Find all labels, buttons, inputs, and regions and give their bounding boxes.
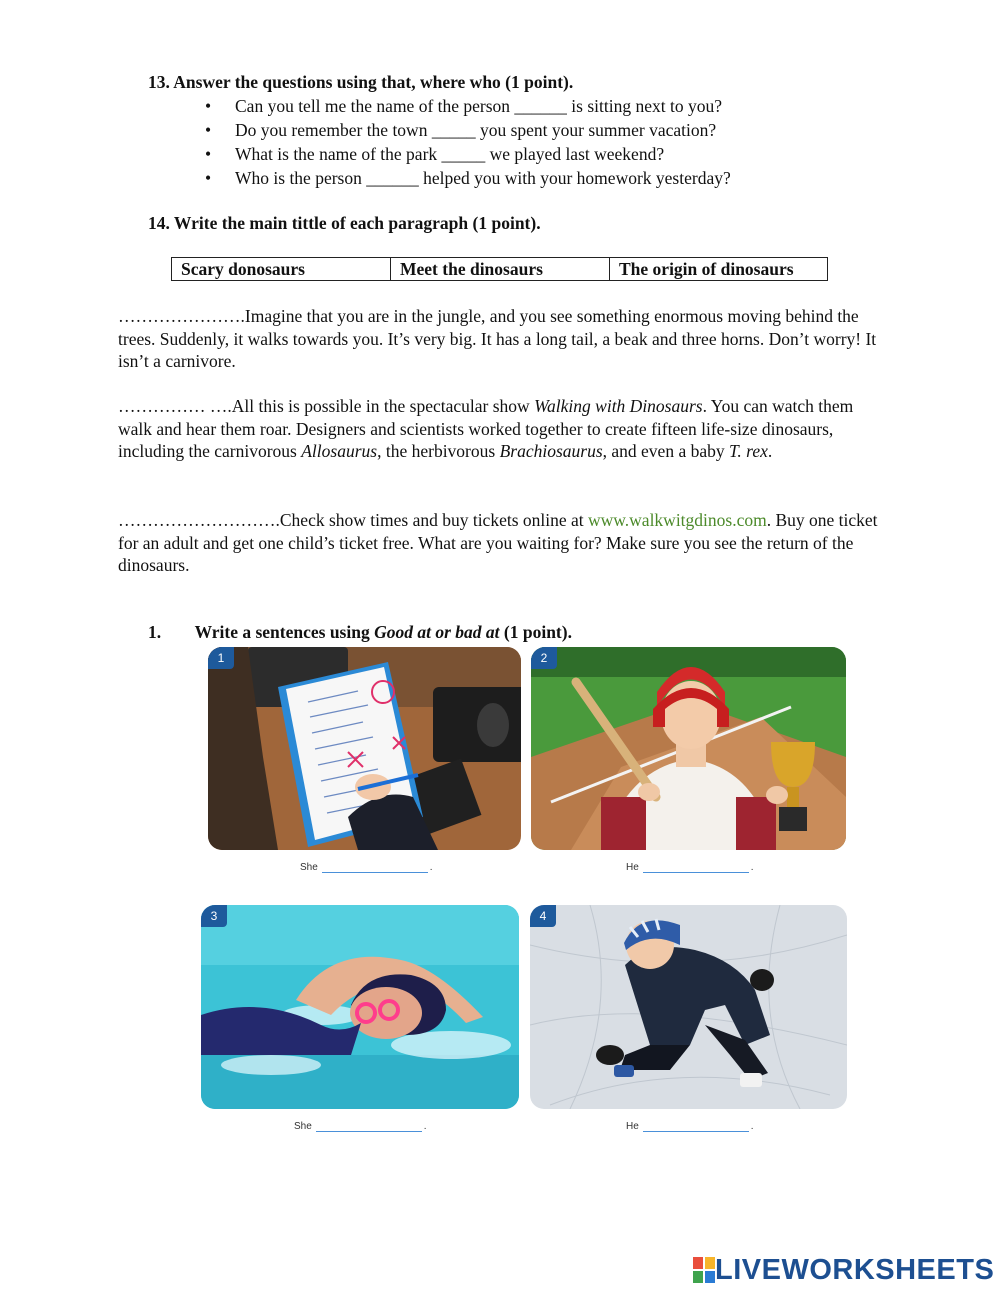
dinosaur-name-2: Brachiosaurus <box>499 441 603 461</box>
answer-3-subject: She <box>294 1121 312 1132</box>
swimming-image <box>201 905 519 1109</box>
paragraph-1 <box>118 305 888 373</box>
question-13-list <box>205 94 731 190</box>
answer-2-subject: He <box>626 862 639 873</box>
liveworksheets-logo[interactable] <box>693 1254 994 1286</box>
table-row <box>172 258 828 281</box>
paragraph-1-text: Imagine that you are in the jungle, and you see something enormous moving behind the trees. Suddenly, it walks towards you. It’s very big. It has a long tail, a beak and three horns. Don’t worry! It isn’t a carnivore. <box>118 306 877 371</box>
answer-row-3 <box>294 1117 427 1132</box>
paragraph-2-text-c: , the herbivorous <box>377 441 500 461</box>
list-item <box>205 166 731 190</box>
answer-row-2 <box>626 858 754 873</box>
picture-2-number: 2 <box>531 647 557 669</box>
tickets-link[interactable]: www.walkwitgdinos.com <box>588 510 767 530</box>
math-test-image <box>208 647 521 850</box>
picture-3-swimming <box>201 905 519 1109</box>
dinosaur-name-3: T. rex <box>728 441 768 461</box>
bullet-icon: • <box>205 96 212 116</box>
answer-3-end: . <box>423 1121 427 1132</box>
liveworksheets-logo-icon <box>693 1257 715 1283</box>
answer-2-end: . <box>750 862 754 873</box>
question-1-emphasis: Good at or bad at <box>374 622 500 642</box>
title-option-2: Meet the dinosaurs <box>391 258 610 281</box>
title-options-table <box>171 257 828 281</box>
paragraph-1-blank[interactable]: …………………. <box>118 306 245 326</box>
paragraph-3-blank[interactable]: ………………………. <box>118 510 280 530</box>
answer-1-subject: She <box>300 862 318 873</box>
bullet-icon: • <box>205 120 212 140</box>
answer-3-input[interactable] <box>316 1117 422 1132</box>
list-item <box>205 118 731 142</box>
bullet-icon: • <box>205 144 212 164</box>
picture-4-number: 4 <box>530 905 556 927</box>
title-option-1: Scary donosaurs <box>172 258 391 281</box>
answer-4-input[interactable] <box>643 1117 749 1132</box>
answer-1-end: . <box>429 862 433 873</box>
answer-2-input[interactable] <box>643 858 749 873</box>
paragraph-3 <box>118 509 888 577</box>
paragraph-3-text-b: . Buy one ticket for an adult and get one child’s ticket free. What are you waiting for? Make sure you see the return of the dinosaurs. <box>118 510 878 575</box>
baseball-image <box>531 647 846 850</box>
ice-skating-image <box>530 905 847 1109</box>
question-1-number: 1. <box>148 622 162 642</box>
bullet-icon: • <box>205 168 212 188</box>
question-13-item-4: Who is the person ______ helped you with your homework yesterday? <box>235 168 731 188</box>
question-1-heading <box>148 622 572 643</box>
liveworksheets-brand: LIVEWORKSHEETS <box>715 1253 995 1286</box>
answer-row-4 <box>626 1117 754 1132</box>
picture-4-ice-skating <box>530 905 847 1109</box>
paragraph-2 <box>118 395 888 463</box>
question-13-item-1: Can you tell me the name of the person ______ is sitting next to you? <box>235 96 723 116</box>
question-13-item-2: Do you remember the town _____ you spent your summer vacation? <box>235 120 717 140</box>
show-name: Walking with Dinosaurs <box>534 396 703 416</box>
picture-1-number: 1 <box>208 647 234 669</box>
paragraph-2-text-d: , and even a baby <box>602 441 729 461</box>
list-item <box>205 142 731 166</box>
paragraph-2-text-b: . You can watch them walk and hear them roar. Designers and scientists worked together to create fifteen life-size dinosaurs, including the carnivorous <box>118 396 854 461</box>
picture-2-baseball <box>531 647 846 850</box>
paragraph-3-text-a: Check show times and buy tickets online at <box>279 510 589 530</box>
question-1-text-a: Write a sentences using <box>194 622 375 642</box>
title-option-3: The origin of dinosaurs <box>610 258 828 281</box>
answer-row-1 <box>300 858 433 873</box>
question-1-text-b: (1 point). <box>499 622 572 642</box>
list-item <box>205 94 731 118</box>
dinosaur-name-1: Allosaurus <box>301 441 378 461</box>
picture-3-number: 3 <box>201 905 227 927</box>
answer-4-end: . <box>750 1121 754 1132</box>
paragraph-2-text-a: All this is possible in the spectacular show <box>231 396 535 416</box>
question-13-item-3: What is the name of the park _____ we played last weekend? <box>235 144 665 164</box>
answer-4-subject: He <box>626 1121 639 1132</box>
answer-1-input[interactable] <box>322 858 428 873</box>
paragraph-2-text-e: . <box>767 441 773 461</box>
question-13-heading: 13. Answer the questions using that, where who (1 point). <box>148 72 574 92</box>
paragraph-2-blank[interactable]: …………… …. <box>118 396 232 416</box>
question-14-heading: 14. Write the main tittle of each paragraph (1 point). <box>148 213 541 233</box>
picture-1-math-test <box>208 647 521 850</box>
